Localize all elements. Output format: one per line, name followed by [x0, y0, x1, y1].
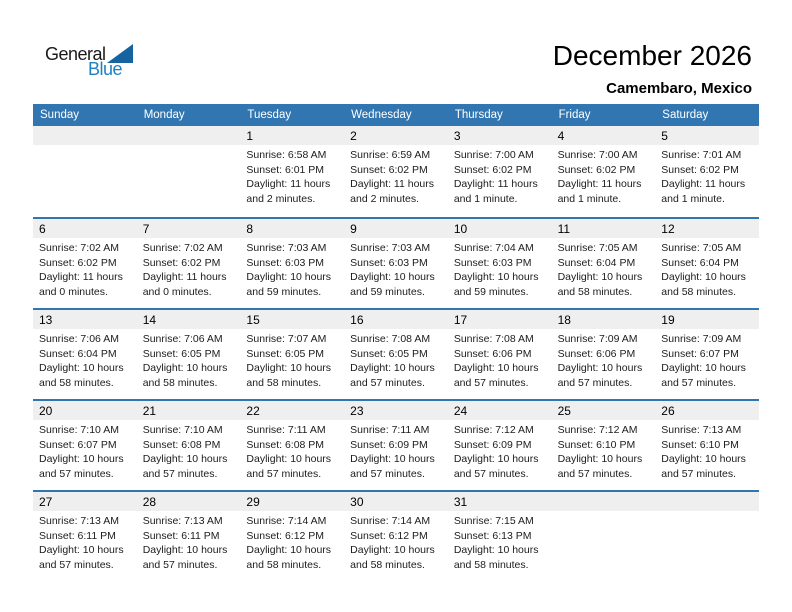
day-cell [448, 401, 552, 490]
page-subtitle: Camembaro, Mexico [606, 80, 752, 97]
daylight2-line: and 57 minutes. [246, 467, 322, 480]
sunset-line: Sunset: 6:06 PM [557, 347, 636, 360]
day-cell [33, 126, 137, 217]
day-details [240, 238, 344, 299]
day-number: 27 [33, 492, 137, 511]
day-cell [448, 492, 552, 581]
day-number: 23 [344, 401, 448, 420]
day-cell [240, 401, 344, 490]
daylight1-line: Daylight: 10 hours [557, 362, 643, 375]
day-details [655, 238, 759, 299]
weekday-header: Sunday [40, 109, 80, 121]
weekday-header: Thursday [454, 109, 503, 121]
sunrise-line: Sunrise: 7:12 AM [557, 424, 638, 436]
day-details [137, 420, 241, 481]
daylight2-line: and 58 minutes. [142, 376, 218, 389]
daylight2-line: and 58 minutes. [246, 376, 322, 389]
day-number: 11 [552, 219, 656, 238]
day-details [344, 511, 448, 572]
week-row [33, 490, 759, 581]
day-cell [552, 310, 656, 399]
day-cell [344, 492, 448, 581]
sunrise-line: Sunrise: 7:13 AM [39, 515, 119, 527]
day-cell [240, 492, 344, 581]
day-cell [240, 310, 344, 399]
day-number: 13 [33, 310, 137, 329]
day-details [240, 145, 344, 206]
daylight1-line: Daylight: 11 hours [39, 271, 123, 284]
daylight2-line: and 59 minutes. [453, 285, 529, 298]
sunrise-line: Sunrise: 7:14 AM [350, 515, 431, 527]
daylight2-line: and 57 minutes. [39, 558, 114, 571]
day-cell [344, 310, 448, 399]
sunset-line: Sunset: 6:08 PM [246, 438, 325, 451]
daylight1-line: Daylight: 10 hours [661, 362, 746, 375]
day-cell [448, 219, 552, 308]
day-details [344, 238, 448, 299]
daylight2-line: and 58 minutes. [557, 285, 633, 298]
day-cell [344, 401, 448, 490]
day-cell [655, 492, 759, 581]
daylight1-line: Daylight: 10 hours [142, 544, 228, 557]
day-details [655, 420, 759, 481]
day-number: 8 [240, 219, 344, 238]
logo-word-blue: Blue [88, 59, 123, 79]
day-number: 21 [137, 401, 241, 420]
day-details [137, 329, 241, 390]
day-cell [33, 492, 137, 581]
daylight2-line: and 57 minutes. [350, 376, 425, 389]
daylight1-line: Daylight: 10 hours [246, 271, 332, 284]
day-number: 31 [448, 492, 552, 511]
daylight1-line: Daylight: 11 hours [661, 178, 746, 191]
daylight1-line: Daylight: 11 hours [453, 178, 538, 191]
day-details [240, 329, 344, 390]
sunrise-line: Sunrise: 7:08 AM [350, 333, 431, 345]
daylight1-line: Daylight: 10 hours [142, 362, 228, 375]
day-number: 18 [552, 310, 656, 329]
sunset-line: Sunset: 6:04 PM [557, 256, 636, 269]
day-cell [137, 492, 241, 581]
daylight1-line: Daylight: 10 hours [246, 362, 332, 375]
day-details [240, 420, 344, 481]
day-details [448, 329, 552, 390]
sunset-line: Sunset: 6:09 PM [453, 438, 532, 451]
day-number: 19 [655, 310, 759, 329]
page-title: December 2026 [552, 40, 752, 71]
day-cell [448, 310, 552, 399]
sunset-line: Sunset: 6:09 PM [350, 438, 428, 451]
daylight2-line: and 57 minutes. [142, 558, 218, 571]
sunset-line: Sunset: 6:02 PM [557, 163, 636, 176]
sunrise-line: Sunrise: 7:03 AM [246, 242, 327, 254]
daylight1-line: Daylight: 10 hours [557, 271, 643, 284]
sunrise-line: Sunrise: 7:11 AM [350, 424, 430, 436]
sunset-line: Sunset: 6:03 PM [453, 256, 532, 269]
daylight2-line: and 58 minutes. [350, 558, 425, 571]
sunset-line: Sunset: 6:05 PM [350, 347, 428, 360]
day-number: 17 [448, 310, 552, 329]
sunrise-line: Sunrise: 7:13 AM [142, 515, 223, 527]
day-details [344, 329, 448, 390]
week-row [33, 399, 759, 490]
day-cell [655, 401, 759, 490]
daylight1-line: Daylight: 11 hours [246, 178, 331, 191]
weekday-header: Tuesday [247, 109, 292, 121]
calendar-grid [33, 126, 759, 581]
daylight1-line: Daylight: 10 hours [246, 544, 332, 557]
sunset-line: Sunset: 6:02 PM [39, 256, 117, 269]
day-cell [137, 126, 241, 217]
daylight1-line: Daylight: 10 hours [557, 453, 643, 466]
daylight2-line: and 57 minutes. [39, 467, 114, 480]
day-number: 20 [33, 401, 137, 420]
day-details [33, 511, 137, 572]
day-details [33, 420, 137, 481]
day-cell [552, 492, 656, 581]
day-number: 10 [448, 219, 552, 238]
sunrise-line: Sunrise: 7:04 AM [453, 242, 534, 254]
daylight1-line: Daylight: 10 hours [453, 362, 539, 375]
day-cell [33, 401, 137, 490]
day-details [137, 511, 241, 572]
day-number: 28 [137, 492, 241, 511]
sunset-line: Sunset: 6:13 PM [453, 529, 532, 542]
day-number: 15 [240, 310, 344, 329]
daylight2-line: and 2 minutes. [246, 192, 316, 205]
sunrise-line: Sunrise: 7:03 AM [350, 242, 431, 254]
sunset-line: Sunset: 6:12 PM [350, 529, 428, 542]
day-number [655, 492, 759, 511]
day-cell [33, 219, 137, 308]
daylight2-line: and 58 minutes. [39, 376, 114, 389]
daylight2-line: and 57 minutes. [557, 376, 633, 389]
day-number [552, 492, 656, 511]
weekday-header: Friday [558, 109, 591, 121]
general-blue-logo [45, 44, 133, 78]
sunset-line: Sunset: 6:11 PM [142, 529, 220, 542]
daylight1-line: Daylight: 10 hours [350, 271, 435, 284]
day-cell [655, 310, 759, 399]
sunset-line: Sunset: 6:03 PM [246, 256, 325, 269]
daylight1-line: Daylight: 10 hours [453, 453, 539, 466]
sunrise-line: Sunrise: 7:05 AM [661, 242, 742, 254]
daylight1-line: Daylight: 10 hours [453, 271, 539, 284]
logo-word-general: General [45, 44, 106, 64]
sunset-line: Sunset: 6:07 PM [661, 347, 739, 360]
daylight2-line: and 58 minutes. [246, 558, 322, 571]
daylight1-line: Daylight: 10 hours [661, 453, 746, 466]
day-number: 30 [344, 492, 448, 511]
sunset-line: Sunset: 6:04 PM [661, 256, 739, 269]
day-number: 29 [240, 492, 344, 511]
daylight1-line: Daylight: 11 hours [142, 271, 227, 284]
daylight2-line: and 59 minutes. [350, 285, 425, 298]
day-number: 3 [448, 126, 552, 145]
sunrise-line: Sunrise: 7:05 AM [557, 242, 638, 254]
sunrise-line: Sunrise: 7:11 AM [246, 424, 326, 436]
daylight1-line: Daylight: 10 hours [39, 544, 124, 557]
daylight2-line: and 57 minutes. [661, 376, 736, 389]
daylight2-line: and 2 minutes. [350, 192, 420, 205]
sunrise-line: Sunrise: 6:58 AM [246, 149, 327, 161]
day-number: 1 [240, 126, 344, 145]
daylight2-line: and 59 minutes. [246, 285, 322, 298]
sunset-line: Sunset: 6:02 PM [453, 163, 532, 176]
sunrise-line: Sunrise: 7:06 AM [39, 333, 119, 345]
daylight2-line: and 57 minutes. [142, 467, 218, 480]
day-cell [552, 401, 656, 490]
sunrise-line: Sunrise: 7:10 AM [39, 424, 119, 436]
sunrise-line: Sunrise: 7:00 AM [557, 149, 638, 161]
sunset-line: Sunset: 6:08 PM [142, 438, 221, 451]
daylight2-line: and 58 minutes. [661, 285, 736, 298]
day-details [344, 420, 448, 481]
sunrise-line: Sunrise: 6:59 AM [350, 149, 431, 161]
sunset-line: Sunset: 6:02 PM [142, 256, 221, 269]
weekday-header-row [33, 104, 759, 126]
sunrise-line: Sunrise: 7:07 AM [246, 333, 327, 345]
sunset-line: Sunset: 6:06 PM [453, 347, 532, 360]
daylight2-line: and 57 minutes. [661, 467, 736, 480]
day-details [552, 420, 656, 481]
week-row [33, 308, 759, 399]
sunset-line: Sunset: 6:03 PM [350, 256, 428, 269]
day-details [33, 329, 137, 390]
daylight2-line: and 1 minute. [453, 192, 518, 205]
sunset-line: Sunset: 6:02 PM [661, 163, 739, 176]
daylight1-line: Daylight: 10 hours [39, 362, 124, 375]
day-details [344, 145, 448, 206]
day-cell [448, 126, 552, 217]
daylight2-line: and 1 minute. [661, 192, 725, 205]
daylight2-line: and 57 minutes. [557, 467, 633, 480]
daylight2-line: and 0 minutes. [39, 285, 108, 298]
sunrise-line: Sunrise: 7:01 AM [661, 149, 742, 161]
sunrise-line: Sunrise: 7:09 AM [661, 333, 742, 345]
day-number: 22 [240, 401, 344, 420]
day-number: 25 [552, 401, 656, 420]
day-number: 24 [448, 401, 552, 420]
day-number: 14 [137, 310, 241, 329]
day-number: 5 [655, 126, 759, 145]
sunset-line: Sunset: 6:10 PM [661, 438, 739, 451]
sunrise-line: Sunrise: 7:12 AM [453, 424, 534, 436]
day-number: 6 [33, 219, 137, 238]
day-details [448, 145, 552, 206]
daylight2-line: and 58 minutes. [453, 558, 529, 571]
day-number [137, 126, 241, 145]
day-number: 16 [344, 310, 448, 329]
day-cell [33, 310, 137, 399]
daylight1-line: Daylight: 10 hours [350, 544, 435, 557]
sunrise-line: Sunrise: 7:10 AM [142, 424, 223, 436]
day-details [448, 238, 552, 299]
day-details [552, 145, 656, 206]
sunset-line: Sunset: 6:11 PM [39, 529, 116, 542]
daylight1-line: Daylight: 11 hours [350, 178, 434, 191]
weekday-header: Monday [143, 109, 185, 121]
day-cell [344, 219, 448, 308]
day-details [655, 329, 759, 390]
weekday-header: Wednesday [351, 109, 412, 121]
day-details [137, 238, 241, 299]
daylight2-line: and 57 minutes. [350, 467, 425, 480]
day-details [655, 145, 759, 206]
day-number: 12 [655, 219, 759, 238]
sunset-line: Sunset: 6:01 PM [246, 163, 325, 176]
daylight1-line: Daylight: 10 hours [142, 453, 228, 466]
day-number: 7 [137, 219, 241, 238]
daylight1-line: Daylight: 10 hours [453, 544, 539, 557]
sunrise-line: Sunrise: 7:00 AM [453, 149, 534, 161]
sunset-line: Sunset: 6:04 PM [39, 347, 117, 360]
sunset-line: Sunset: 6:10 PM [557, 438, 636, 451]
day-cell [240, 219, 344, 308]
daylight2-line: and 1 minute. [557, 192, 622, 205]
week-row [33, 126, 759, 217]
daylight1-line: Daylight: 10 hours [39, 453, 124, 466]
sunrise-line: Sunrise: 7:15 AM [453, 515, 534, 527]
day-cell [655, 219, 759, 308]
daylight1-line: Daylight: 11 hours [557, 178, 642, 191]
day-number: 4 [552, 126, 656, 145]
day-details [552, 238, 656, 299]
day-details [448, 511, 552, 572]
day-cell [655, 126, 759, 217]
day-number [33, 126, 137, 145]
day-cell [137, 310, 241, 399]
weekday-header: Saturday [662, 109, 709, 121]
sunrise-line: Sunrise: 7:06 AM [142, 333, 223, 345]
calendar-table [33, 104, 759, 581]
day-details [240, 511, 344, 572]
sunset-line: Sunset: 6:05 PM [142, 347, 221, 360]
day-details [448, 420, 552, 481]
daylight1-line: Daylight: 10 hours [246, 453, 332, 466]
day-cell [240, 126, 344, 217]
sunrise-line: Sunrise: 7:08 AM [453, 333, 534, 345]
day-number: 2 [344, 126, 448, 145]
sunset-line: Sunset: 6:12 PM [246, 529, 325, 542]
daylight2-line: and 57 minutes. [453, 467, 529, 480]
sunrise-line: Sunrise: 7:13 AM [661, 424, 742, 436]
day-cell [552, 219, 656, 308]
sunrise-line: Sunrise: 7:14 AM [246, 515, 327, 527]
sunrise-line: Sunrise: 7:02 AM [39, 242, 119, 254]
daylight2-line: and 57 minutes. [453, 376, 529, 389]
daylight1-line: Daylight: 10 hours [350, 362, 435, 375]
day-cell [552, 126, 656, 217]
sunrise-line: Sunrise: 7:09 AM [557, 333, 638, 345]
day-cell [344, 126, 448, 217]
sunrise-line: Sunrise: 7:02 AM [142, 242, 223, 254]
day-cell [137, 401, 241, 490]
day-details [552, 329, 656, 390]
sunset-line: Sunset: 6:05 PM [246, 347, 325, 360]
daylight2-line: and 0 minutes. [142, 285, 212, 298]
daylight1-line: Daylight: 10 hours [661, 271, 746, 284]
sunset-line: Sunset: 6:07 PM [39, 438, 117, 451]
week-row [33, 217, 759, 308]
day-number: 9 [344, 219, 448, 238]
daylight1-line: Daylight: 10 hours [350, 453, 435, 466]
sunset-line: Sunset: 6:02 PM [350, 163, 428, 176]
day-cell [137, 219, 241, 308]
day-number: 26 [655, 401, 759, 420]
day-details [33, 238, 137, 299]
